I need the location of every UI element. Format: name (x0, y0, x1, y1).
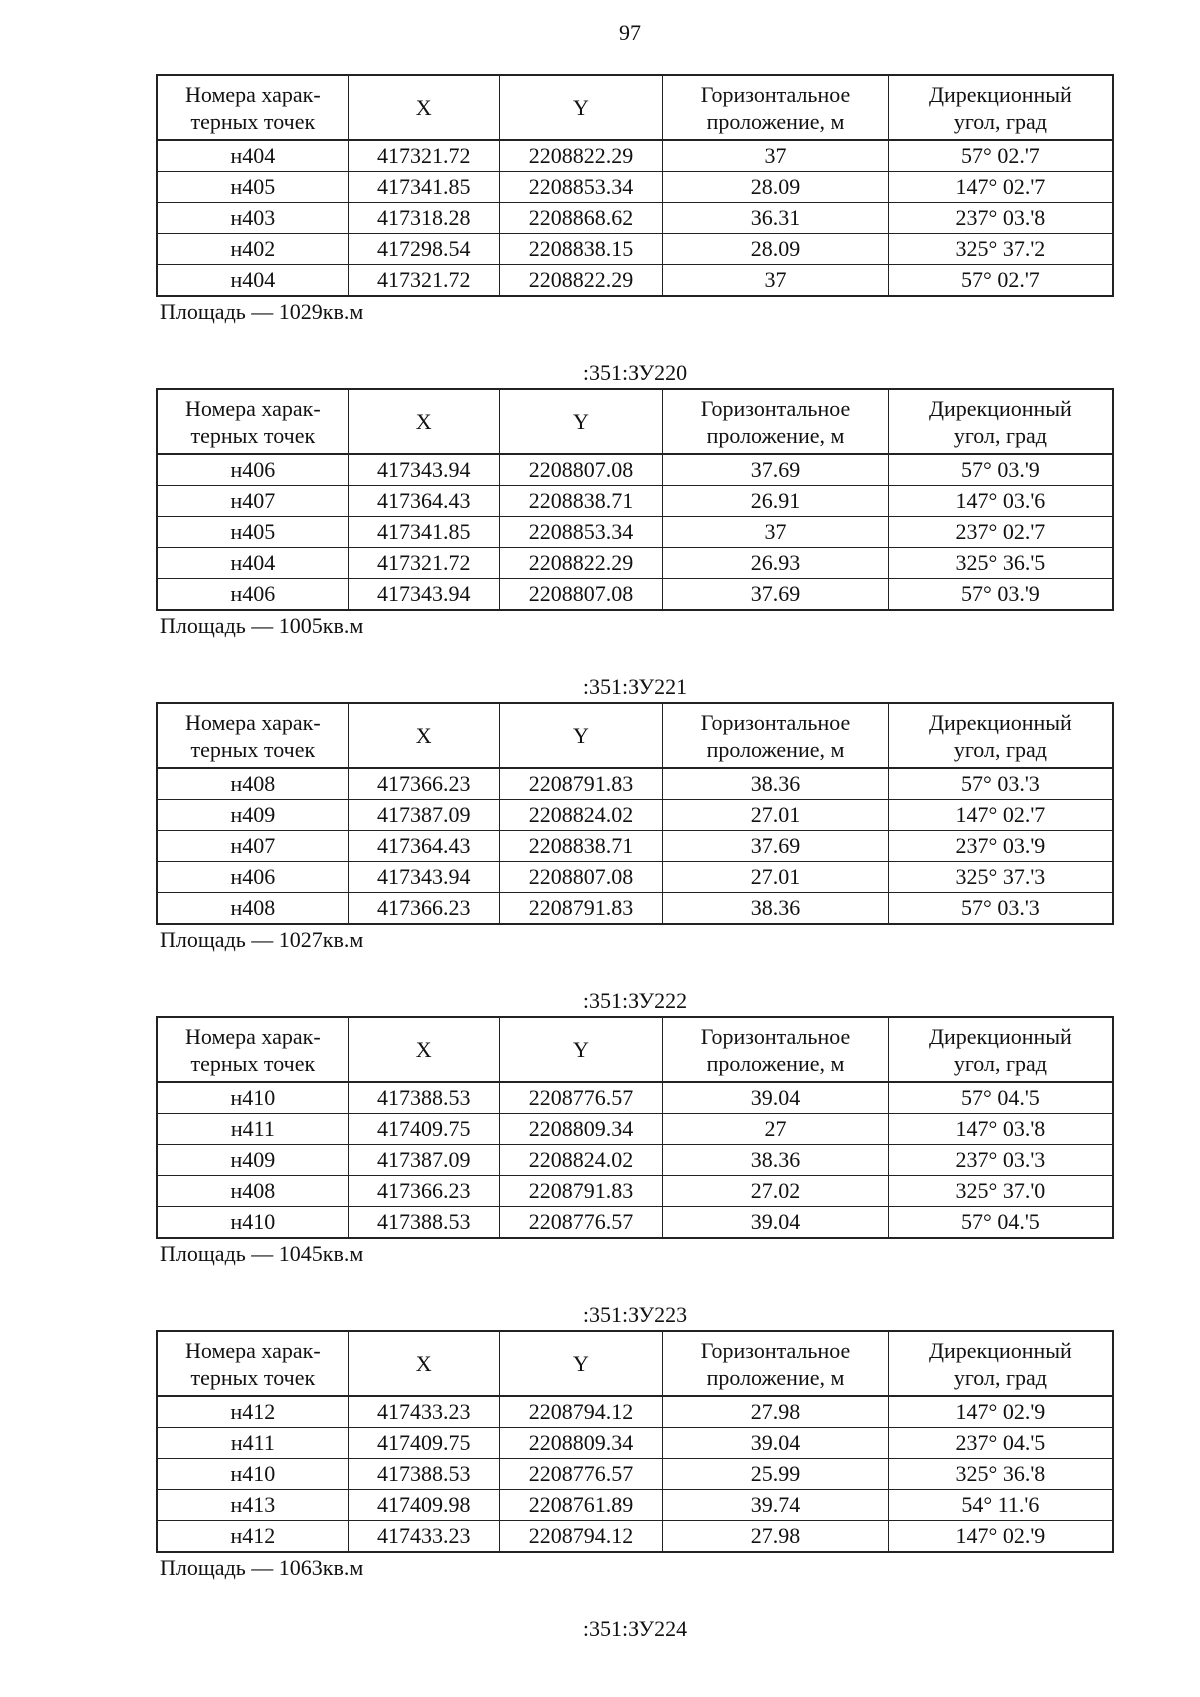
header-row (157, 389, 1113, 454)
cell-angle: 147° 02.'7 (888, 800, 1113, 831)
header-y: Y (499, 75, 662, 140)
table-row (157, 800, 1113, 831)
table-row (157, 265, 1113, 297)
cell-x: 417366.23 (348, 1176, 499, 1207)
cell-angle: 237° 03.'9 (888, 831, 1113, 862)
cell-point: н409 (157, 800, 348, 831)
cell-x: 417409.98 (348, 1490, 499, 1521)
header-x: X (348, 75, 499, 140)
cell-angle: 237° 03.'8 (888, 203, 1113, 234)
cell-point: н411 (157, 1114, 348, 1145)
coordinate-tables (156, 74, 1114, 1644)
cell-x: 417366.23 (348, 893, 499, 925)
parcel-title: :351:ЗУ221 (582, 674, 688, 699)
cell-y: 2208838.15 (499, 234, 662, 265)
cell-y: 2208809.34 (499, 1428, 662, 1459)
cell-y: 2208868.62 (499, 203, 662, 234)
cell-point: н413 (157, 1490, 348, 1521)
cell-point: н408 (157, 1176, 348, 1207)
cell-x: 417387.09 (348, 800, 499, 831)
table-row (157, 172, 1113, 203)
table-row (157, 831, 1113, 862)
header-horizontal-distance: Горизонтальное проложение, м (663, 1331, 889, 1396)
cell-x: 417341.85 (348, 172, 499, 203)
cell-x: 417388.53 (348, 1459, 499, 1490)
cell-y: 2208822.29 (499, 548, 662, 579)
parcel-title: :351:ЗУ222 (582, 988, 688, 1013)
table-row (157, 548, 1113, 579)
cell-point: н406 (157, 862, 348, 893)
cell-x: 417321.72 (348, 265, 499, 297)
cell-distance: 37 (663, 140, 889, 172)
header-point-number: Номера харак-терных точек (157, 703, 348, 768)
table-row (157, 1428, 1113, 1459)
coordinates-table (156, 388, 1114, 611)
cell-distance: 26.91 (663, 486, 889, 517)
table-row (157, 1396, 1113, 1428)
header-point-number: Номера харак-терных точек (157, 75, 348, 140)
cell-x: 417343.94 (348, 454, 499, 486)
cell-distance: 38.36 (663, 768, 889, 800)
cell-angle: 57° 03.'9 (888, 579, 1113, 611)
parcel-title: :351:ЗУ224 (582, 1616, 688, 1641)
cell-angle: 57° 02.'7 (888, 140, 1113, 172)
cell-y: 2208838.71 (499, 831, 662, 862)
coordinates-table (156, 702, 1114, 925)
cell-point: н412 (157, 1396, 348, 1428)
header-x: X (348, 389, 499, 454)
cell-x: 417433.23 (348, 1521, 499, 1553)
area-label: Площадь — 1005кв.м (160, 613, 364, 638)
cell-distance: 39.04 (663, 1207, 889, 1239)
cell-angle: 325° 36.'8 (888, 1459, 1113, 1490)
cell-distance: 37.69 (663, 579, 889, 611)
table-row (157, 454, 1113, 486)
table-row (157, 1082, 1113, 1114)
area-label: Площадь — 1027кв.м (160, 927, 364, 952)
cell-point: н404 (157, 140, 348, 172)
table-row (157, 486, 1113, 517)
table-row (157, 1145, 1113, 1176)
table-row (157, 862, 1113, 893)
table-row (157, 1521, 1113, 1553)
cell-y: 2208807.08 (499, 579, 662, 611)
cell-point: н406 (157, 579, 348, 611)
cell-y: 2208838.71 (499, 486, 662, 517)
table-row (157, 1490, 1113, 1521)
cell-x: 417298.54 (348, 234, 499, 265)
table-row (157, 1114, 1113, 1145)
cell-y: 2208794.12 (499, 1521, 662, 1553)
cell-point: н409 (157, 1145, 348, 1176)
cell-distance: 28.09 (663, 234, 889, 265)
header-direction-angle: Дирекционный угол, град (888, 75, 1113, 140)
cell-y: 2208807.08 (499, 454, 662, 486)
cell-angle: 57° 03.'9 (888, 454, 1113, 486)
cell-y: 2208791.83 (499, 893, 662, 925)
header-point-number: Номера харак-терных точек (157, 1017, 348, 1082)
cell-x: 417364.43 (348, 486, 499, 517)
header-y: Y (499, 1017, 662, 1082)
cell-point: н408 (157, 768, 348, 800)
cell-distance: 39.74 (663, 1490, 889, 1521)
cell-x: 417388.53 (348, 1207, 499, 1239)
header-horizontal-distance: Горизонтальное проложение, м (663, 1017, 889, 1082)
cell-distance: 37.69 (663, 454, 889, 486)
header-point-number: Номера харак-терных точек (157, 389, 348, 454)
parcel-title: :351:ЗУ220 (582, 360, 688, 385)
cell-distance: 27.01 (663, 800, 889, 831)
cell-distance: 27.01 (663, 862, 889, 893)
cell-point: н404 (157, 265, 348, 297)
header-row (157, 1017, 1113, 1082)
cell-point: н405 (157, 172, 348, 203)
cell-y: 2208853.34 (499, 517, 662, 548)
cell-angle: 147° 02.'7 (888, 172, 1113, 203)
header-horizontal-distance: Горизонтальное проложение, м (663, 389, 889, 454)
table-row (157, 517, 1113, 548)
cell-angle: 147° 03.'6 (888, 486, 1113, 517)
cell-y: 2208776.57 (499, 1082, 662, 1114)
cell-point: н402 (157, 234, 348, 265)
header-row (157, 1331, 1113, 1396)
cell-distance: 27.98 (663, 1521, 889, 1553)
cell-point: н405 (157, 517, 348, 548)
header-x: X (348, 1017, 499, 1082)
cell-x: 417387.09 (348, 1145, 499, 1176)
header-direction-angle: Дирекционный угол, град (888, 389, 1113, 454)
table-row (157, 234, 1113, 265)
cell-distance: 39.04 (663, 1428, 889, 1459)
cell-x: 417433.23 (348, 1396, 499, 1428)
cell-distance: 27.98 (663, 1396, 889, 1428)
header-y: Y (499, 703, 662, 768)
cell-angle: 57° 02.'7 (888, 265, 1113, 297)
cell-point: н408 (157, 893, 348, 925)
cell-x: 417341.85 (348, 517, 499, 548)
cell-y: 2208791.83 (499, 1176, 662, 1207)
cell-distance: 28.09 (663, 172, 889, 203)
cell-point: н404 (157, 548, 348, 579)
cell-y: 2208807.08 (499, 862, 662, 893)
cell-angle: 325° 37.'0 (888, 1176, 1113, 1207)
cell-x: 417409.75 (348, 1114, 499, 1145)
coordinates-table (156, 1330, 1114, 1553)
cell-y: 2208791.83 (499, 768, 662, 800)
cell-angle: 237° 02.'7 (888, 517, 1113, 548)
cell-point: н407 (157, 486, 348, 517)
table-row (157, 140, 1113, 172)
cell-angle: 237° 04.'5 (888, 1428, 1113, 1459)
header-direction-angle: Дирекционный угол, град (888, 703, 1113, 768)
header-direction-angle: Дирекционный угол, град (888, 1331, 1113, 1396)
cell-x: 417321.72 (348, 548, 499, 579)
cell-y: 2208822.29 (499, 140, 662, 172)
cell-x: 417409.75 (348, 1428, 499, 1459)
cell-point: н412 (157, 1521, 348, 1553)
area-label: Площадь — 1029кв.м (160, 299, 364, 324)
cell-distance: 37 (663, 265, 889, 297)
cell-point: н407 (157, 831, 348, 862)
cell-distance: 37 (663, 517, 889, 548)
table-row (157, 768, 1113, 800)
cell-point: н406 (157, 454, 348, 486)
cell-distance: 27 (663, 1114, 889, 1145)
cell-angle: 147° 02.'9 (888, 1521, 1113, 1553)
cell-distance: 36.31 (663, 203, 889, 234)
cell-distance: 25.99 (663, 1459, 889, 1490)
cell-distance: 38.36 (663, 1145, 889, 1176)
cell-distance: 38.36 (663, 893, 889, 925)
header-horizontal-distance: Горизонтальное проложение, м (663, 75, 889, 140)
table-row (157, 1207, 1113, 1239)
header-row (157, 703, 1113, 768)
header-direction-angle: Дирекционный угол, град (888, 1017, 1113, 1082)
coordinates-table (156, 74, 1114, 297)
parcel-title: :351:ЗУ223 (582, 1302, 688, 1327)
cell-y: 2208824.02 (499, 1145, 662, 1176)
cell-x: 417364.43 (348, 831, 499, 862)
cell-distance: 37.69 (663, 831, 889, 862)
page-number: 97 (619, 20, 641, 45)
cell-point: н410 (157, 1459, 348, 1490)
cell-angle: 57° 03.'3 (888, 893, 1113, 925)
cell-y: 2208824.02 (499, 800, 662, 831)
cell-angle: 147° 02.'9 (888, 1396, 1113, 1428)
header-y: Y (499, 389, 662, 454)
table-row (157, 893, 1113, 925)
table-row (157, 579, 1113, 611)
cell-y: 2208853.34 (499, 172, 662, 203)
cell-angle: 57° 04.'5 (888, 1207, 1113, 1239)
cell-x: 417343.94 (348, 579, 499, 611)
cell-angle: 325° 37.'2 (888, 234, 1113, 265)
cell-x: 417321.72 (348, 140, 499, 172)
cell-point: н410 (157, 1082, 348, 1114)
cell-y: 2208761.89 (499, 1490, 662, 1521)
cell-distance: 39.04 (663, 1082, 889, 1114)
cell-y: 2208776.57 (499, 1207, 662, 1239)
coordinates-table (156, 1016, 1114, 1239)
cell-y: 2208776.57 (499, 1459, 662, 1490)
cell-x: 417343.94 (348, 862, 499, 893)
cell-angle: 325° 37.'3 (888, 862, 1113, 893)
cell-point: н403 (157, 203, 348, 234)
header-row (157, 75, 1113, 140)
cell-angle: 237° 03.'3 (888, 1145, 1113, 1176)
cell-y: 2208809.34 (499, 1114, 662, 1145)
area-label: Площадь — 1045кв.м (160, 1241, 364, 1266)
cell-y: 2208822.29 (499, 265, 662, 297)
cell-distance: 26.93 (663, 548, 889, 579)
header-horizontal-distance: Горизонтальное проложение, м (663, 703, 889, 768)
area-label: Площадь — 1063кв.м (160, 1555, 364, 1580)
cell-x: 417318.28 (348, 203, 499, 234)
cell-angle: 57° 03.'3 (888, 768, 1113, 800)
cell-angle: 147° 03.'8 (888, 1114, 1113, 1145)
header-y: Y (499, 1331, 662, 1396)
cell-point: н410 (157, 1207, 348, 1239)
cell-x: 417388.53 (348, 1082, 499, 1114)
table-row (157, 1459, 1113, 1490)
cell-distance: 27.02 (663, 1176, 889, 1207)
cell-angle: 57° 04.'5 (888, 1082, 1113, 1114)
cell-x: 417366.23 (348, 768, 499, 800)
cell-y: 2208794.12 (499, 1396, 662, 1428)
header-x: X (348, 703, 499, 768)
table-row (157, 1176, 1113, 1207)
table-row (157, 203, 1113, 234)
cell-point: н411 (157, 1428, 348, 1459)
header-x: X (348, 1331, 499, 1396)
header-point-number: Номера харак-терных точек (157, 1331, 348, 1396)
cell-angle: 54° 11.'6 (888, 1490, 1113, 1521)
cell-angle: 325° 36.'5 (888, 548, 1113, 579)
